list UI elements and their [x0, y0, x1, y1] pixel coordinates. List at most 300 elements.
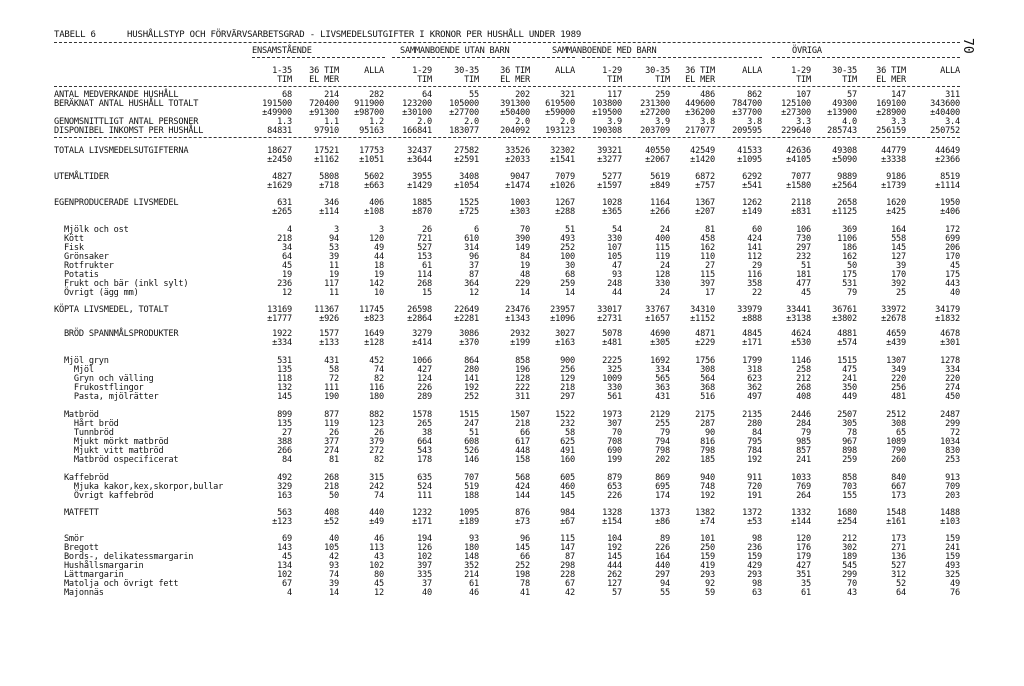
table-cell: 63: [752, 588, 762, 598]
table-cell: 42636: [786, 146, 811, 156]
table-cell: 321: [560, 90, 575, 100]
table-cell: 40550: [645, 146, 670, 156]
table-cell: ±123: [272, 517, 292, 527]
table-cell: 568: [515, 473, 530, 483]
table-cell: ±189: [459, 517, 479, 527]
table-cell: 174: [655, 491, 670, 501]
table-cell: 305: [842, 419, 857, 429]
table-cell: 1332: [791, 508, 811, 518]
table-cell: 191: [747, 491, 762, 501]
table-cell: 60: [752, 225, 762, 235]
table-cell: 524: [417, 482, 432, 492]
table-cell: ±1541: [550, 155, 575, 165]
row-label: Mjöl: [54, 365, 94, 375]
table-cell: 124: [417, 374, 432, 384]
table-cell: 1620: [886, 198, 906, 208]
table-cell: ±59000: [545, 108, 575, 118]
table-cell: 66: [520, 552, 530, 562]
table-cell: 1950: [940, 198, 960, 208]
table-cell: ±3277: [597, 155, 622, 165]
table-cell: 50: [847, 261, 857, 271]
column-header-line1: 1-29: [412, 66, 432, 76]
table-cell: 134: [277, 561, 292, 571]
column-header-line2: EL MER: [685, 75, 715, 85]
table-cell: 94: [660, 579, 670, 589]
row-label: MATFETT: [54, 508, 99, 518]
table-cell: ±370: [459, 338, 479, 348]
table-cell: 259: [655, 90, 670, 100]
table-cell: 798: [700, 446, 715, 456]
table-cell: 631: [277, 198, 292, 208]
table-cell: 14: [565, 288, 575, 298]
table-title: TABELL 6 HUSHÅLLSTYP OCH FÖRVÄRVSARBETSGRAD - LIVSMEDELSUTGIFTER I KRONOR PER HUSHÅLL UNDER 1989: [54, 30, 582, 40]
table-cell: 96: [469, 252, 479, 262]
column-header-line2: EL MER: [500, 75, 530, 85]
table-cell: 170: [945, 252, 960, 262]
table-cell: ±2366: [935, 155, 960, 165]
table-cell: 519: [464, 482, 479, 492]
table-cell: 7079: [555, 172, 575, 182]
table-cell: 699: [945, 234, 960, 244]
row-label: ANTAL MEDVERKANDE HUSHÅLL: [54, 90, 179, 100]
table-cell: ±926: [319, 314, 339, 324]
table-cell: 531: [842, 279, 857, 289]
table-cell: 142: [369, 279, 384, 289]
table-cell: 3408: [459, 172, 479, 182]
table-cell: 44779: [881, 146, 906, 156]
table-cell: 98: [752, 534, 762, 544]
table-cell: 1649: [364, 329, 384, 339]
table-cell: 203709: [640, 126, 670, 136]
table-cell: 452: [369, 356, 384, 366]
table-cell: 37: [469, 261, 479, 271]
table-cell: 1267: [555, 198, 575, 208]
table-cell: 443: [945, 279, 960, 289]
table-cell: ±53: [747, 517, 762, 527]
table-cell: 169100: [876, 99, 906, 109]
table-cell: 173: [891, 491, 906, 501]
row-label: Frukt och bär (inkl sylt): [54, 279, 189, 289]
table-cell: ±288: [555, 207, 575, 217]
table-cell: 94: [329, 234, 339, 244]
table-cell: 2512: [886, 410, 906, 420]
table-cell: 87: [565, 552, 575, 562]
column-header-line2: TIM: [842, 75, 857, 85]
table-cell: 265: [417, 419, 432, 429]
table-cell: 24: [660, 225, 670, 235]
table-cell: 255: [655, 419, 670, 429]
table-cell: ±254: [837, 517, 857, 527]
table-cell: 1515: [837, 356, 857, 366]
table-cell: ±74: [700, 517, 715, 527]
table-cell: 196: [515, 365, 530, 375]
table-cell: 1095: [459, 508, 479, 518]
table-cell: 190: [324, 392, 339, 402]
table-cell: 18627: [267, 146, 292, 156]
table-cell: 120: [796, 534, 811, 544]
column-header-line1: ALLA: [742, 66, 762, 76]
table-cell: 391300: [500, 99, 530, 109]
table-cell: 795: [747, 437, 762, 447]
table-cell: 129: [560, 374, 575, 384]
column-header-line2: TIM: [655, 75, 670, 85]
table-cell: 159: [945, 552, 960, 562]
table-cell: 33767: [645, 305, 670, 315]
table-cell: 15: [422, 288, 432, 298]
table-cell: 220: [945, 374, 960, 384]
table-cell: 1262: [742, 198, 762, 208]
column-group-header: SAMMANBOENDE MED BARN: [552, 46, 657, 56]
table-cell: ±3644: [407, 155, 432, 165]
table-cell: 145: [560, 491, 575, 501]
table-cell: 2175: [695, 410, 715, 420]
table-cell: ±718: [319, 181, 339, 191]
table-cell: 241: [796, 455, 811, 465]
table-cell: 5602: [364, 172, 384, 182]
table-cell: 619500: [545, 99, 575, 109]
table-cell: 3.9: [655, 117, 670, 127]
row-label: Mjuka kakor,kex,skorpor,bullar: [54, 482, 224, 492]
table-cell: 377: [324, 437, 339, 447]
table-cell: 1577: [319, 329, 339, 339]
table-cell: 147: [891, 90, 906, 100]
table-cell: ±86: [655, 517, 670, 527]
table-cell: 1973: [602, 410, 622, 420]
row-label: Mjukt vitt matbröd: [54, 446, 164, 456]
table-cell: 284: [796, 419, 811, 429]
table-cell: 1146: [791, 356, 811, 366]
table-cell: 61: [801, 588, 811, 598]
table-cell: 232: [560, 419, 575, 429]
rule-section: [54, 137, 960, 138]
table-cell: 4871: [695, 329, 715, 339]
table-cell: ±103: [940, 517, 960, 527]
table-cell: ±849: [650, 181, 670, 191]
table-cell: 30: [565, 261, 575, 271]
table-cell: 444: [607, 561, 622, 571]
table-cell: 84: [752, 428, 762, 438]
table-cell: 66: [520, 428, 530, 438]
table-cell: ±5090: [832, 155, 857, 165]
table-cell: 117: [607, 90, 622, 100]
table-cell: 2658: [837, 198, 857, 208]
table-cell: 105: [324, 543, 339, 553]
table-cell: 266: [277, 446, 292, 456]
table-cell: 967: [842, 437, 857, 447]
table-cell: ±1629: [267, 181, 292, 191]
table-cell: 45: [374, 579, 384, 589]
table-cell: 784700: [732, 99, 762, 109]
table-cell: ±149: [742, 207, 762, 217]
table-cell: ±27200: [640, 108, 670, 118]
table-cell: 272: [369, 446, 384, 456]
table-cell: 192: [700, 491, 715, 501]
table-cell: 293: [747, 570, 762, 580]
table-cell: 3086: [459, 329, 479, 339]
table-cell: 74: [374, 491, 384, 501]
table-cell: 379: [369, 437, 384, 447]
table-cell: 218: [515, 419, 530, 429]
table-cell: 135: [277, 419, 292, 429]
table-cell: 1548: [886, 508, 906, 518]
table-cell: 39: [896, 261, 906, 271]
table-cell: 33441: [786, 305, 811, 315]
table-cell: 869: [655, 473, 670, 483]
table-cell: 350: [842, 383, 857, 393]
table-cell: 229640: [781, 126, 811, 136]
table-cell: 1578: [412, 410, 432, 420]
table-cell: 64: [896, 588, 906, 598]
row-label: Fisk: [54, 243, 84, 253]
table-cell: 49: [374, 243, 384, 253]
row-label: Matbröd: [54, 410, 99, 420]
table-cell: 220: [891, 374, 906, 384]
table-cell: 287: [700, 419, 715, 429]
table-cell: ±303: [510, 207, 530, 217]
table-cell: 1.2: [369, 117, 384, 127]
table-cell: 260: [891, 455, 906, 465]
table-cell: ±1474: [505, 181, 530, 191]
table-cell: 427: [796, 561, 811, 571]
table-cell: 79: [847, 288, 857, 298]
table-cell: 179: [796, 552, 811, 562]
table-cell: 1232: [412, 508, 432, 518]
table-cell: 864: [464, 356, 479, 366]
table-cell: 721: [417, 234, 432, 244]
table-cell: 39: [329, 252, 339, 262]
table-cell: 308: [700, 365, 715, 375]
table-cell: 55: [469, 90, 479, 100]
table-cell: 351: [796, 570, 811, 580]
table-cell: 203: [945, 491, 960, 501]
row-label: Lättmargarin: [54, 570, 124, 580]
table-cell: 39321: [597, 146, 622, 156]
table-cell: 3: [334, 225, 339, 235]
table-cell: 115: [700, 270, 715, 280]
column-header-line1: 30-35: [645, 66, 670, 76]
table-cell: 605: [560, 473, 575, 483]
column-header-line1: 30-35: [454, 66, 479, 76]
table-cell: 11: [329, 261, 339, 271]
table-cell: 2129: [650, 410, 670, 420]
column-header-line2: TIM: [796, 75, 811, 85]
table-cell: ±2731: [597, 314, 622, 324]
row-label: Hushållsmargarin: [54, 561, 144, 571]
table-cell: 178: [417, 455, 432, 465]
table-cell: 147: [560, 543, 575, 553]
table-cell: 486: [700, 90, 715, 100]
table-cell: 1328: [602, 508, 622, 518]
table-cell: ±161: [886, 517, 906, 527]
table-cell: 61: [422, 261, 432, 271]
table-cell: 427: [417, 365, 432, 375]
table-cell: ±2033: [505, 155, 530, 165]
table-cell: 816: [700, 437, 715, 447]
table-cell: 4659: [886, 329, 906, 339]
table-cell: ±2591: [454, 155, 479, 165]
table-cell: 369: [842, 225, 857, 235]
table-cell: 985: [796, 437, 811, 447]
table-cell: 1278: [940, 356, 960, 366]
table-cell: 45: [950, 261, 960, 271]
column-header-line1: ALLA: [555, 66, 575, 76]
table-cell: 2487: [940, 410, 960, 420]
table-cell: 32302: [550, 146, 575, 156]
table-cell: 298: [560, 561, 575, 571]
table-cell: 4690: [650, 329, 670, 339]
table-cell: 214: [324, 90, 339, 100]
table-cell: 92: [705, 579, 715, 589]
column-header-line1: 36 TIM: [685, 66, 715, 76]
table-cell: 911: [747, 473, 762, 483]
table-cell: 558: [891, 234, 906, 244]
table-cell: ±3338: [881, 155, 906, 165]
table-cell: ±3138: [786, 314, 811, 324]
table-cell: 26: [374, 428, 384, 438]
table-cell: 64: [282, 252, 292, 262]
table-cell: 3.4: [945, 117, 960, 127]
table-cell: 46: [374, 534, 384, 544]
table-cell: ±301: [940, 338, 960, 348]
table-cell: 362: [747, 383, 762, 393]
table-cell: 218: [560, 383, 575, 393]
table-cell: 1522: [555, 410, 575, 420]
table-cell: 259: [842, 455, 857, 465]
table-cell: 830: [945, 446, 960, 456]
table-cell: 39: [329, 579, 339, 589]
table-cell: 149: [515, 243, 530, 253]
table-cell: 189: [842, 552, 857, 562]
table-cell: 135: [277, 365, 292, 375]
table-cell: 113: [369, 543, 384, 553]
table-cell: ±530: [791, 338, 811, 348]
table-cell: 24: [660, 288, 670, 298]
table-cell: 51: [565, 225, 575, 235]
table-cell: ±2864: [407, 314, 432, 324]
table-cell: 93: [329, 561, 339, 571]
table-cell: 2932: [510, 329, 530, 339]
table-cell: 424: [747, 234, 762, 244]
table-cell: 262: [607, 570, 622, 580]
table-cell: 202: [655, 455, 670, 465]
table-cell: 1515: [459, 410, 479, 420]
table-cell: 1799: [742, 356, 762, 366]
table-cell: 123200: [402, 99, 432, 109]
table-cell: 241: [945, 543, 960, 553]
row-label: EGENPRODUCERADE LIVSMEDEL: [54, 198, 179, 208]
table-cell: ±2564: [832, 181, 857, 191]
table-cell: 173: [891, 534, 906, 544]
table-cell: ±1152: [690, 314, 715, 324]
table-cell: 431: [324, 356, 339, 366]
column-header-line1: 1-29: [602, 66, 622, 76]
table-cell: 172: [945, 225, 960, 235]
table-cell: ±1095: [737, 155, 762, 165]
table-cell: 199: [607, 455, 622, 465]
table-cell: 181: [796, 270, 811, 280]
table-cell: 72: [329, 374, 339, 384]
table-cell: 1028: [602, 198, 622, 208]
table-cell: 38: [422, 428, 432, 438]
table-cell: 27: [282, 428, 292, 438]
table-cell: 563: [277, 508, 292, 518]
table-cell: ±663: [364, 181, 384, 191]
table-cell: 1106: [837, 234, 857, 244]
table-cell: 857: [796, 446, 811, 456]
table-cell: 35: [801, 579, 811, 589]
table-cell: 1367: [695, 198, 715, 208]
table-cell: 858: [842, 473, 857, 483]
table-cell: 34179: [935, 305, 960, 315]
table-cell: 44: [374, 252, 384, 262]
table-cell: ±1777: [267, 314, 292, 324]
table-cell: 1922: [272, 329, 292, 339]
table-cell: 285743: [827, 126, 857, 136]
table-cell: ±28900: [876, 108, 906, 118]
table-cell: ±3802: [832, 314, 857, 324]
table-cell: 103800: [592, 99, 622, 109]
table-cell: 703: [842, 482, 857, 492]
table-cell: 191500: [262, 99, 292, 109]
table-cell: ±133: [319, 338, 339, 348]
table-cell: 6292: [742, 172, 762, 182]
table-cell: 4624: [791, 329, 811, 339]
table-cell: 170: [891, 270, 906, 280]
table-cell: 531: [277, 356, 292, 366]
group-underline: [392, 57, 575, 58]
table-cell: 214: [464, 570, 479, 580]
table-cell: 97910: [314, 126, 339, 136]
table-cell: ±73: [515, 517, 530, 527]
table-cell: ±414: [412, 338, 432, 348]
table-cell: 19: [282, 270, 292, 280]
table-cell: 33979: [737, 305, 762, 315]
table-cell: 274: [324, 446, 339, 456]
table-cell: 194: [417, 534, 432, 544]
table-cell: ±888: [742, 314, 762, 324]
table-cell: 17521: [314, 146, 339, 156]
table-cell: 940: [700, 473, 715, 483]
table-cell: 450: [945, 392, 960, 402]
table-cell: 217077: [685, 126, 715, 136]
table-cell: 526: [464, 446, 479, 456]
table-cell: ±2067: [645, 155, 670, 165]
table-cell: ±1657: [645, 314, 670, 324]
table-cell: ±49: [369, 517, 384, 527]
table-cell: 1680: [837, 508, 857, 518]
table-cell: 882: [369, 410, 384, 420]
table-cell: 2.0: [560, 117, 575, 127]
table-cell: 565: [655, 374, 670, 384]
table-cell: 78: [847, 428, 857, 438]
table-cell: ±1429: [407, 181, 432, 191]
table-cell: 180: [464, 543, 479, 553]
table-cell: 89: [660, 534, 670, 544]
group-underline: [772, 57, 960, 58]
table-cell: 145: [277, 392, 292, 402]
table-cell: 330: [607, 383, 622, 393]
table-cell: 132: [277, 383, 292, 393]
table-cell: 497: [747, 392, 762, 402]
table-cell: 527: [891, 561, 906, 571]
table-cell: 1066: [412, 356, 432, 366]
table-cell: 271: [891, 543, 906, 553]
table-cell: 57: [612, 588, 622, 598]
table-cell: 247: [464, 419, 479, 429]
table-cell: 202: [515, 90, 530, 100]
table-cell: ±229: [695, 338, 715, 348]
table-cell: 183077: [449, 126, 479, 136]
